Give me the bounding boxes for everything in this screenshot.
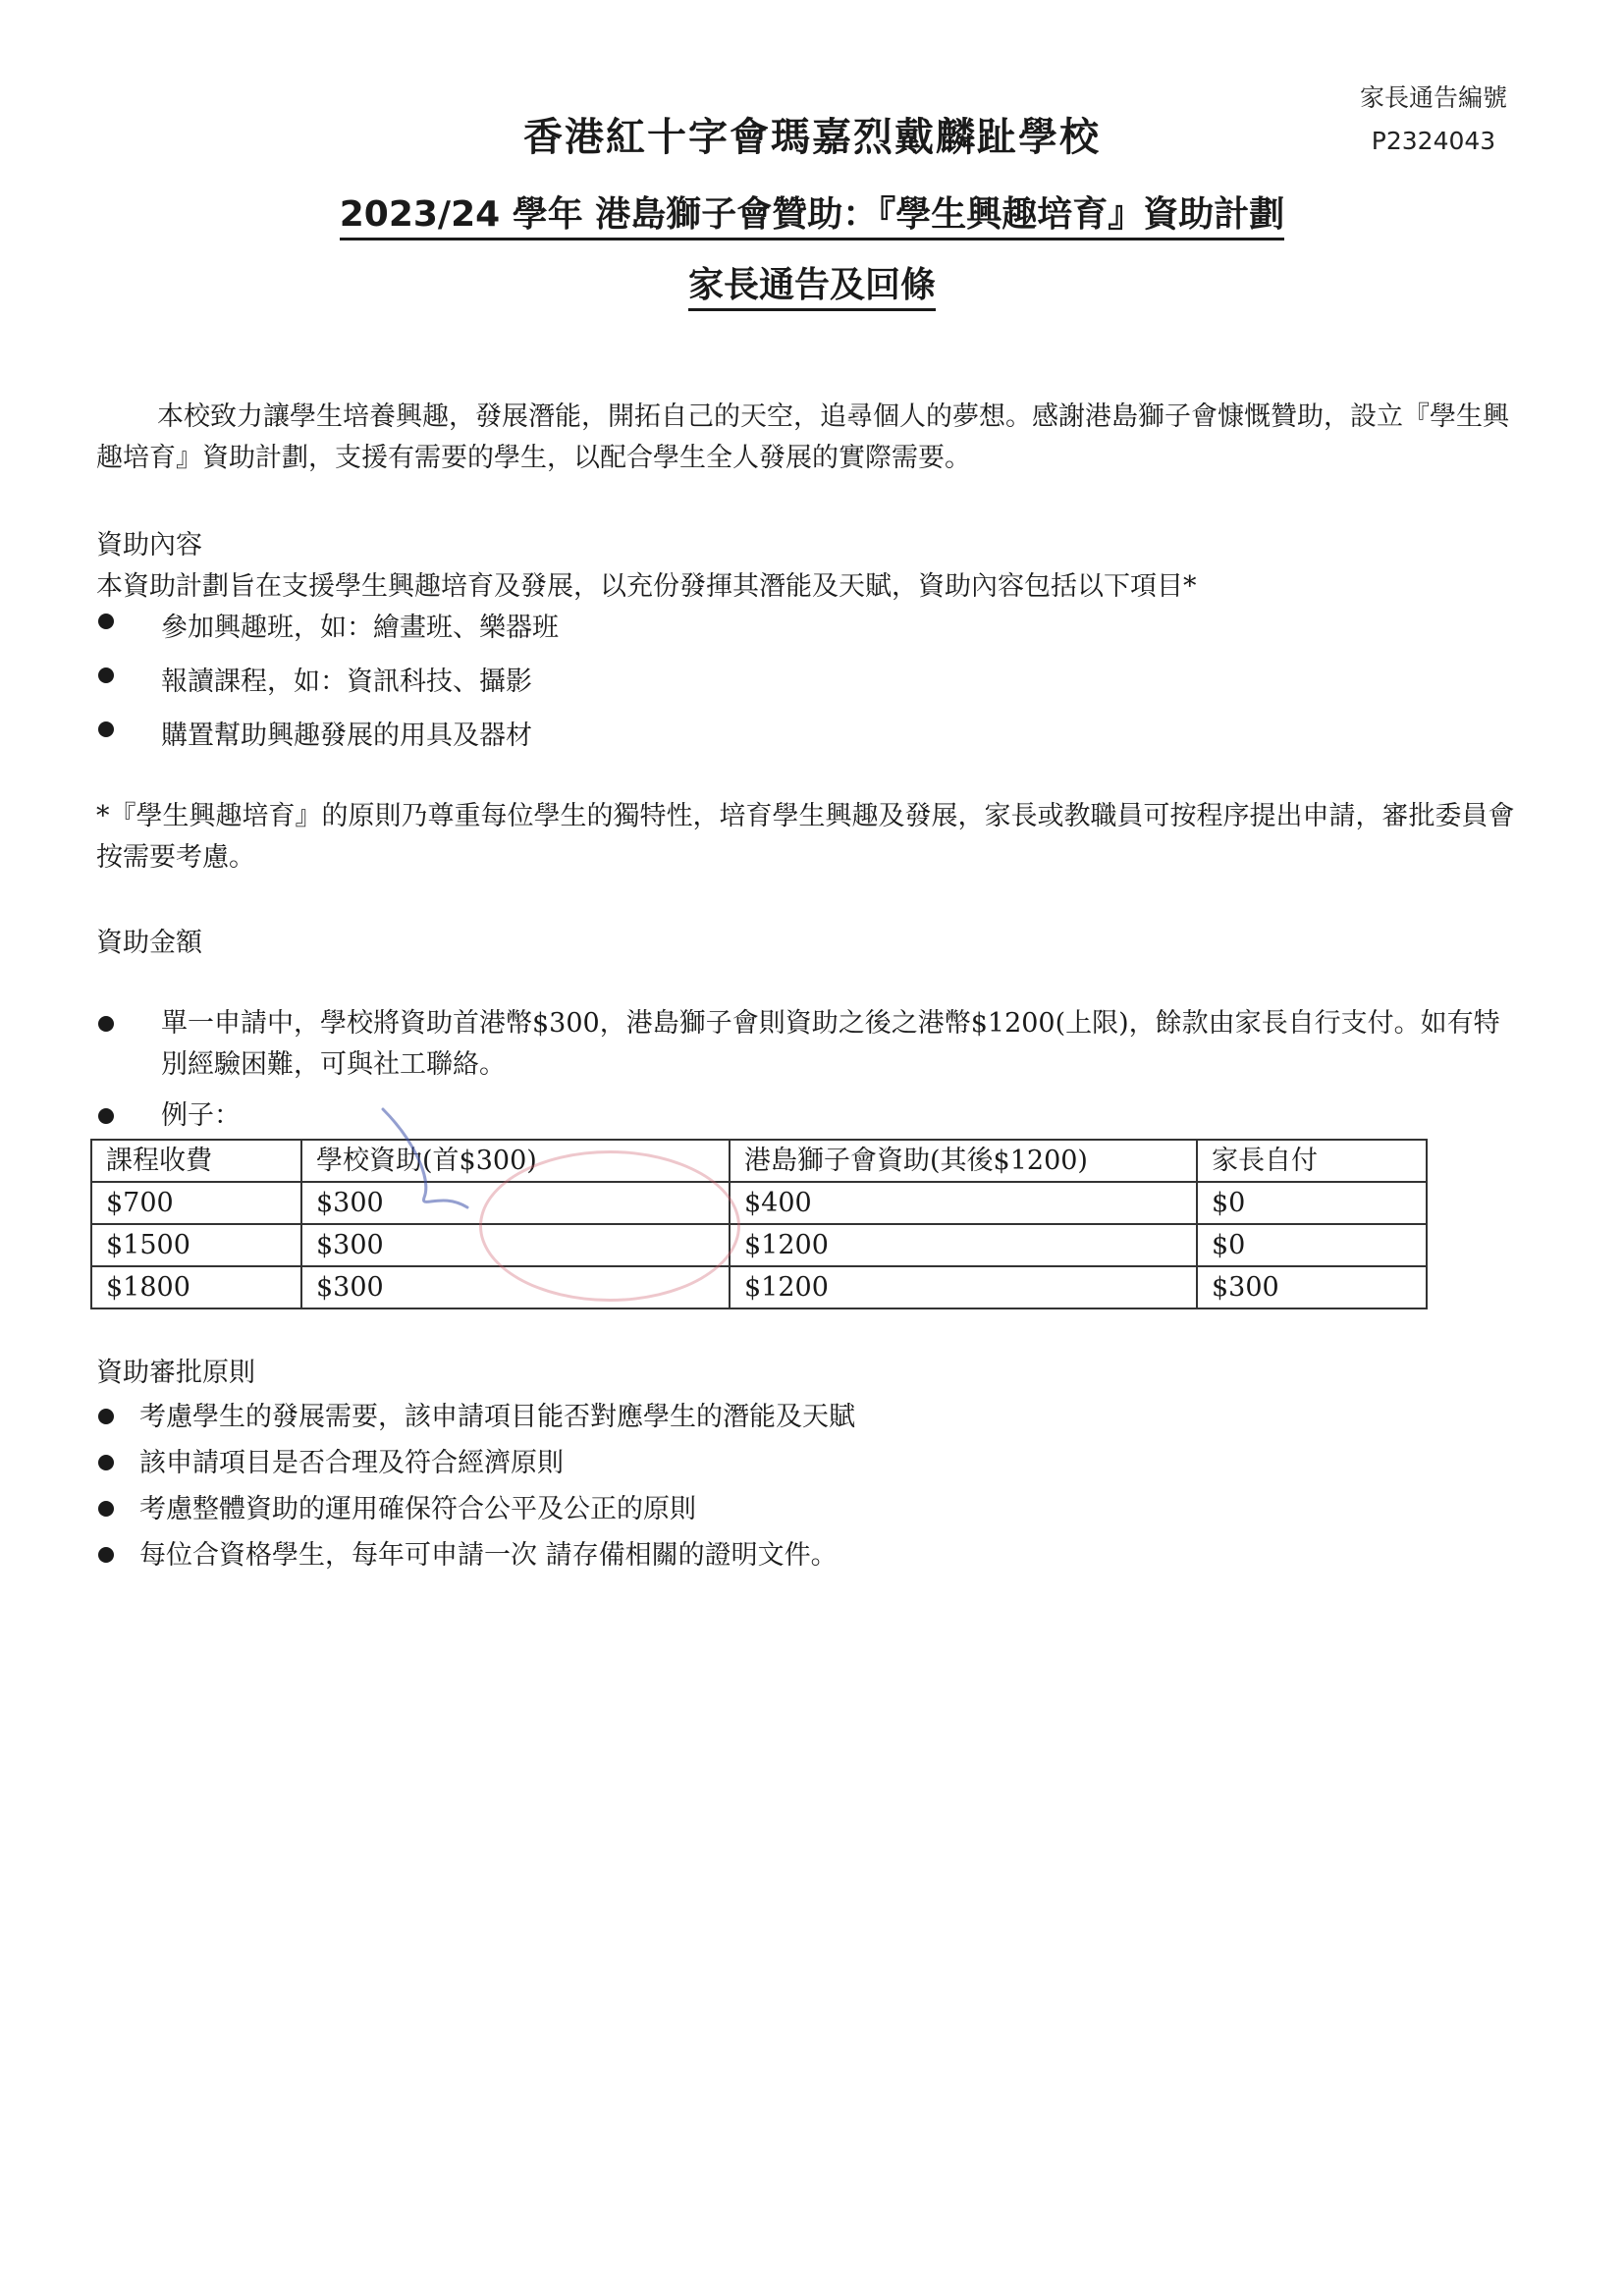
notice-number: P2324043 (1371, 127, 1496, 155)
notice-subtitle (0, 187, 1624, 237)
list-item (96, 1440, 855, 1486)
list-item-text: 購置幫助興趣發展的用具及器材 (161, 721, 532, 751)
list-item (96, 655, 559, 709)
bullet-icon (98, 1455, 114, 1470)
bullet-icon (98, 1016, 114, 1032)
table-header-cell: 家長自付 (1197, 1140, 1427, 1182)
content-heading: 資助內容 (96, 530, 202, 561)
approval-heading: 資助審批原則 (96, 1358, 255, 1388)
table-cell: $1200 (730, 1266, 1197, 1308)
table-cell: $400 (730, 1182, 1197, 1224)
table-header-cell: 課程收費 (91, 1140, 301, 1182)
list-item (96, 601, 559, 655)
list-item (96, 1003, 1500, 1086)
list-item (96, 709, 559, 763)
table-header-cell: 學校資助(首$300) (301, 1140, 730, 1182)
table-cell: $0 (1197, 1182, 1427, 1224)
bullet-icon (98, 667, 114, 683)
table-header-cell: 港島獅子會資助(其後$1200) (730, 1140, 1197, 1182)
table-cell: $300 (1197, 1266, 1427, 1308)
list-item-text: 報讀課程，如：資訊科技、攝影 (161, 667, 532, 697)
content-list (96, 601, 559, 763)
bullet-icon (98, 1108, 114, 1124)
list-item-text: 考慮學生的發展需要，該申請項目能否對應學生的潛能及天賦 (139, 1402, 855, 1432)
school-name: 香港紅十字會瑪嘉烈戴麟趾學校 (523, 114, 1101, 160)
notice-title-text: 家長通告及回條 (688, 265, 936, 311)
bullet-icon (98, 1547, 114, 1563)
bullet-icon (98, 721, 114, 737)
table-cell: $300 (301, 1224, 730, 1266)
notice-subtitle-text: 2023/24 學年 港島獅子會贊助：『學生興趣培育』資助計劃 (340, 194, 1285, 240)
example-table (90, 1139, 1428, 1309)
table-row (91, 1182, 1427, 1224)
list-item (96, 1394, 855, 1440)
table-row (91, 1224, 1427, 1266)
content-note: *『學生興趣培育』的原則乃尊重每位學生的獨特性，培育學生興趣及發展，家長或教職員可按程序提出申請，審批委員會按需要考慮。 (96, 801, 1515, 873)
table-cell: $1200 (730, 1224, 1197, 1266)
list-item-text: 例子： (161, 1100, 241, 1131)
table-cell: $0 (1197, 1224, 1427, 1266)
amount-list (96, 1003, 1500, 1137)
content-lead: 本資助計劃旨在支援學生興趣培育及發展，以充份發揮其潛能及天賦，資助內容包括以下項目* (96, 571, 1197, 602)
list-item-text: 每位合資格學生，每年可申請一次 請存備相關的證明文件。 (139, 1540, 838, 1571)
list-item-text: 單一申請中，學校將資助首港幣$300，港島獅子會則資助之後之港幣$1200(上限)，餘款由家長自行支付。如有特別經驗困難，可與社工聯絡。 (161, 1008, 1500, 1080)
list-item-text: 該申請項目是否合理及符合經濟原則 (139, 1448, 564, 1478)
list-item-text: 參加興趣班，如：繪畫班、樂器班 (161, 613, 559, 643)
school-stamp (479, 1150, 740, 1302)
signature-mark (373, 1090, 491, 1217)
list-item (96, 1486, 855, 1532)
approval-list (96, 1394, 855, 1578)
table-cell: $300 (301, 1266, 730, 1308)
bullet-icon (98, 614, 114, 629)
table-cell: $700 (91, 1182, 301, 1224)
bullet-icon (98, 1501, 114, 1517)
list-item (96, 1532, 855, 1578)
bullet-icon (98, 1409, 114, 1424)
table-cell: $1500 (91, 1224, 301, 1266)
amount-heading: 資助金額 (96, 928, 202, 958)
table-row (91, 1266, 1427, 1308)
list-item-text: 考慮整體資助的運用確保符合公平及公正的原則 (139, 1494, 696, 1524)
list-item (96, 1095, 1500, 1137)
table-cell: $300 (301, 1182, 730, 1224)
intro-paragraph: 本校致力讓學生培養興趣，發展潛能，開拓自己的天空，追尋個人的夢想。感謝港島獅子會慷慨贊助，設立『學生興趣培育』資助計劃，支援有需要的學生，以配合學生全人發展的實際需要。 (96, 401, 1509, 473)
table-cell: $1800 (91, 1266, 301, 1308)
table-header-row (91, 1140, 1427, 1182)
notice-number-label: 家長通告編號 (1359, 83, 1507, 112)
notice-title (0, 257, 1624, 307)
